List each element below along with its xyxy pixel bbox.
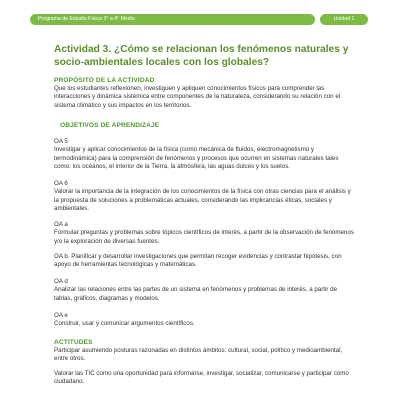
unit-label: Unidad 1 (320, 14, 368, 25)
attitude-item: Participar asumiendo posturas razonadas en distintos ámbitos: cultural, social, político y medioambiental, entre otros. (54, 347, 343, 363)
objective-item (54, 180, 354, 213)
activity-title: Actividad 3. ¿Cómo se relacionan los fenómenos naturales y socio-ambientales locales con los globales? (54, 44, 349, 68)
objectives-heading: OBJETIVOS DE APRENDIZAJE (60, 122, 160, 129)
objective-label: OA d (54, 278, 68, 285)
objective-item (54, 221, 354, 246)
page-header (0, 0, 400, 40)
objective-label: OA 5 (54, 138, 68, 145)
objectives-section (54, 122, 354, 129)
objective-text: Valorar la importancia de la integración de los conocimientos de la física con otras ciencias para el análisis y la propuesta de soluciones a problemáticas actuales, considerando las implicancias éticas, sociales y ambientales. (54, 188, 351, 212)
objective-text: Formular preguntas y problemas sobre tópicos científicos de interés, a partir de la observación de fenómenos y/o la exploración de diversas fuentes. (54, 229, 354, 245)
attitudes-section (54, 339, 354, 386)
objective-item (54, 312, 354, 329)
objective-item (54, 253, 354, 270)
program-label: Programa de Estudio Física 3° a 4° Medio (30, 14, 315, 25)
objective-label: OA e (54, 312, 68, 319)
purpose-heading: PROPÓSITO DE LA ACTIVIDAD (54, 77, 155, 84)
objective-item (54, 278, 354, 303)
purpose-text: Que los estudiantes reflexionen, investiguen y apliquen conocimientos físicos para comprender las interacciones y dinámica sistémica entre componentes de la naturaleza, considerando su relación con el sistema climático y sus impactos en los territorios. (54, 85, 341, 109)
objective-item (54, 138, 354, 171)
objective-text: OA b. Planificar y desarrollar investigaciones que permitan recoger evidencias y contrastar hipótesis, con apoyo de herramientas tecnológicas y matemáticas. (54, 253, 342, 269)
purpose-section (54, 77, 354, 110)
objective-text: Construir, usar y comunicar argumentos científicos. (54, 320, 195, 328)
objective-text: Analizar las relaciones entre las partes de un sistema en fenómenos y problemas de interés, a partir de tablas, gráficos, diagramas y modelos. (54, 286, 338, 302)
objective-label: OA a (54, 221, 68, 228)
attitude-item: Valorar las TIC como una oportunidad para informarse, investigar, socializar, comunicarse y participar como ciudadano. (54, 369, 349, 385)
objective-label: OA 6 (54, 180, 68, 187)
document-body (54, 44, 354, 69)
objective-text: Investigar y aplicar conocimientos de la física (como mecánica de fluidos, electromagnetismo y termodinámica) para la comprensión de fenómenos y procesos que ocurren en sistemas naturales tales como: los océanos, el interior de la Tierra, la atmósfera, las aguas dulces y los suelos. (54, 146, 339, 170)
attitudes-heading: ACTITUDES (54, 339, 93, 346)
